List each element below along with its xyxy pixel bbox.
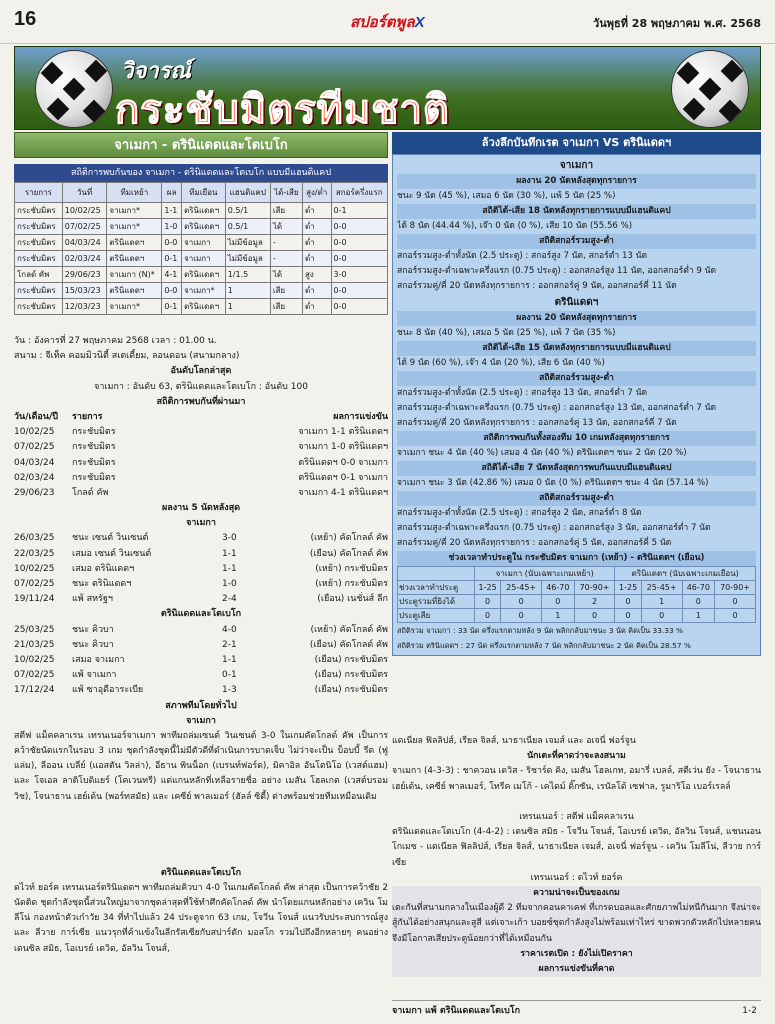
- handicap-h2h-table: [14, 182, 388, 315]
- soccer-ball-icon: [35, 50, 113, 128]
- lineups-section: [392, 734, 761, 977]
- stats-heading: ล้วงลึกบันทึกเรต จาเมกา VS ตรินิแดดฯ: [392, 132, 761, 154]
- table-cell: จาเมกา*: [107, 299, 162, 315]
- table-cell: 12/03/23: [62, 299, 107, 315]
- table-cell: ไม่มีข้อมูล: [225, 235, 270, 251]
- table-cell: ต่ำ: [302, 251, 331, 267]
- table-row: ประตูเสีย 0 0 1 0 0 0 1 0: [398, 609, 756, 623]
- table-cell: กระชับมิตร: [15, 235, 63, 251]
- table-header-cell: ทีมเหย้า: [107, 183, 162, 203]
- table-row: [15, 251, 388, 267]
- ranking-text: จาเมกา : อันดับ 63, ตรินิแดดและโตเบโก : อันดับ 100: [94, 381, 308, 392]
- h2h10-stat: จาเมกา ชนะ 4 นัด (40 %) เสมอ 4 นัด (40 %) ตรินิแดดฯ ชนะ 2 นัด (20 %): [397, 448, 687, 458]
- table-cell: 4-1: [162, 267, 182, 283]
- table-cell: 29/06/23: [62, 267, 107, 283]
- table-header-cell: รายการ: [15, 183, 63, 203]
- table-row: [15, 267, 388, 283]
- form-title: สภาพทีมโดยทั่วไป: [165, 700, 237, 711]
- page-number: 16: [14, 8, 37, 30]
- table-cell: 0-0: [331, 235, 388, 251]
- table-cell: ได้: [270, 219, 302, 235]
- table-header-cell: สูง/ต่ำ: [302, 183, 331, 203]
- table-cell: ตรินิแดดฯ: [182, 203, 226, 219]
- table-cell: ต่ำ: [302, 203, 331, 219]
- predicted-score: 1-2: [742, 1006, 757, 1016]
- table-header-cell: ผล: [162, 183, 182, 203]
- issue-date: วันพุธที่ 28 พฤษภาคม พ.ศ. 2568: [593, 17, 761, 30]
- table-cell: 0-1: [162, 251, 182, 267]
- table-cell: 0-0: [331, 299, 388, 315]
- table-cell: เสีย: [270, 299, 302, 315]
- table-cell: 0-0: [162, 283, 182, 299]
- team1-name: จาเมกา: [186, 518, 216, 529]
- table-cell: โกลด์ คัพ: [15, 267, 63, 283]
- table-row: [15, 235, 388, 251]
- table-cell: 1: [225, 283, 270, 299]
- list-item: 17/12/24 แพ้ ซาอุดีอาระเบีย 1-3 (เยือน) กระชับมิตร: [14, 685, 388, 696]
- lineup-team2: ตรินิแดดและโตเบโก (4-4-2) : เดนซิล สมิธ - โจวีน โจนส์, โอเบรย์ เดวิด, อัลวิน โจนส์, แชนนอน โกเมซ - แดเนียล ฟิลลิปส์, เรียล จิลส์, นาธาเนียล เจมส์, อเจนี่ ฟอร์จูน - เควิน โมลีโน่, ลีวาย การ์เซีย: [392, 827, 761, 868]
- table-cell: 10/02/25: [62, 203, 107, 219]
- prediction-heading: ผลการแข่งขันที่คาด: [538, 963, 615, 974]
- list-item: 10/02/25 เสมอ จาเมกา 1-1 (เยือน) กระชับมิตร: [14, 654, 388, 665]
- form-team2: ตรินิแดดและโตเบโก: [160, 867, 242, 878]
- table-cell: 07/02/25: [62, 219, 107, 235]
- table-cell: 0.5/1: [225, 203, 270, 219]
- stats-panel: จาเมกา ผลงาน 20 นัดหลังสุดทุกรายการ ชนะ 9 นัด (45 %), เสมอ 6 นัด (30 %), แพ้ 5 นัด (25 %) สถิติได้-เสีย 18 นัดหลังทุกรายการแบบมีแฮนดิแคป ได้ 8 นัด (44.44 %), เจ๊า 0 นัด (0 %), เสีย 10 นัด (55.56 %) สถิติสกอร์รวมสูง-ต่ำ สกอร์รวมสูง-ต่ำทั้งนัด (2.5 ประตู) : สกอร์สูง 7 นัด, สกอร์ต่ำ 13 นัด สกอร์รวมสูง-ต่ำเฉพาะครึ่งแรก (0.75 ประตู) : ออกสกอร์สูง 11 นัด, ออกสกอร์ต่ำ 9 นัด สกอร์รวมคู่/คี่ 20 นัดหลังทุกรายการ : ออกสกอร์คู่ 9 นัด, ออกสกอร์คี่ 11 นัด ตรินิแดดฯ ผลงาน 20 นัดหลังสุดทุกรายการ ชนะ 8 นัด (40 %), เสมอ 5 นัด (25 %), แพ้ 7 นัด (35 %) สถิติได้-เสีย 15 นัดหลังทุกรายการแบบมีแฮนดิแคป ได้ 9 นัด (60 %), เจ๊า 4 นัด (20 %), เสีย 6 นัด (40 %) สถิติสกอร์รวมสูง-ต่ำ สกอร์รวมสูง-ต่ำทั้งนัด (2.5 ประตู) : สกอร์สูง 13 นัด, สกอร์ต่ำ 7 นัด สกอร์รวมสูง-ต่ำเฉพาะครึ่งแรก (0.75 ประตู) : ออกสกอร์สูง 13 นัด, ออกสกอร์ต่ำ 7 นัด สกอร์รวมคู่/คี่ 20 นัดหลังทุกรายการ : ออกสกอร์คู่ 13 นัด, ออกสกอร์คี่ 7 นัด สถิติการพบกันทั้งสองทีม 10 เกมหลังสุดทุกรายการ จาเมกา ชนะ 4 นัด (40 %) เสมอ 4 นัด (40 %) ตรินิแดดฯ ชนะ 2 นัด (20 %) สถิติได้-เสีย 7 นัดหลังสุดการพบกันแบบมีแฮนดิแคป จาเมกา ชนะ 3 นัด (42.86 %) เสมอ 0 นัด (0 %) ตรินิแดดฯ ชนะ 4 นัด (57.14 %) สถิติสกอร์รวมสูง-ต่ำ สกอร์รวมสูง-ต่ำทั้งนัด (2.5 ประตู) : สกอร์สูง 2 นัด, สกอร์ต่ำ 8 นัด สกอร์รวมสูง-ต่ำเฉพาะครึ่งแรก (0.75 ประตู) : ออกสกอร์สูง 3 นัด, ออกสกอร์ต่ำ 7 นัด สกอร์รวมคู่/คี่ 20 นัดหลังทุกรายการ : ออกสกอร์คู่ 5 นัด, ออกสกอร์คี่ 5 นัด ช่วงเวลาทำประตูใน กระชับมิตร จาเมกา (เหย้า) - ตรินิแดดฯ (เยือน) จาเมกา (นับเฉพาะเกมเหย้า) ตรินิแดดฯ (นับเฉพาะเกมเยือน) ช่วงเวลาทำประตู 1-25 25-45+ 46-70 70-90+ 1-25 25-45+ 46-70 70-90+ ประตูรวมที่ยิงได้ 0 0 0 2 0 1 0 0 ประตูเสีย 0 0 1 0 0 0 1 0 สถิติรวม จาเมกา : 33 นัด ครึ่งแรกตามหลัง 9 นัด พลิกกลับมาชนะ 3 นัด คิดเป็น 33.33 % สถิติรวม ตรินิแดดฯ : 27 นัด ครึ่งแรกตามหลัง 7 นัด พลิกกลับมาชนะ 2 นัด คิดเป็น 28.57 %: [392, 154, 761, 656]
- h2h-table-title: สถิติการพบกันของ จาเมกา - ตรินิแดดและโตเบโก แบบมีแฮนดิแคป: [14, 164, 388, 182]
- table-cell: 0-1: [331, 203, 388, 219]
- table-cell: 1: [225, 299, 270, 315]
- table-header-cell: ทีมเยือน: [182, 183, 226, 203]
- outlook-text: เตะกันที่สนามกลางในเมืองผู้ดี 2 ทีมจากคอนคาเคฟ ที่เกรดบอลและศักยภาพไม่หนีกันมาก จึงน่าจะสู้กันได้อย่างสนุกและสูสี แต่เจาะเก้า บอยซ์ชุดกำลังสูงไม่พร้อมเท่าไหร่ ขาดพวกตัวหลักไปหลายคน จึงมีโอกาสเสียประตูน้อยกว่าที่ได้เหมือนกัน: [392, 903, 761, 944]
- left-column: [14, 132, 388, 315]
- list-item: 29/06/23 โกลด์ คัพ จาเมกา 4-1 ตรินิแดดฯ: [14, 487, 388, 498]
- table-cell: 1-1: [162, 203, 182, 219]
- t1-handicap: ได้ 8 นัด (44.44 %), เจ๊า 0 นัด (0 %), เสีย 10 นัด (55.56 %): [397, 221, 633, 231]
- table-header-cell: วันที่: [62, 183, 107, 203]
- table-cell: ต่ำ: [302, 235, 331, 251]
- table-cell: ต่ำ: [302, 283, 331, 299]
- table-header-cell: สกอร์ครึ่งแรก: [331, 183, 388, 203]
- banner-subtitle: วิจารณ์: [121, 58, 191, 84]
- prediction-result: จาเมกา แพ้ ตรินิแดดและโตเบโก 1-2: [392, 1000, 761, 1020]
- table-cell: เสีย: [270, 283, 302, 299]
- table-cell: กระชับมิตร: [15, 251, 63, 267]
- table-cell: จาเมกา*: [107, 219, 162, 235]
- list-item: 26/03/25 ชนะ เซนต์ วินเซนต์ 3-0 (เหย้า) คัดโกลด์ คัพ: [14, 533, 388, 544]
- table-cell: กระชับมิตร: [15, 299, 63, 315]
- right-column: [392, 132, 761, 656]
- table-cell: ตรินิแดดฯ: [182, 267, 226, 283]
- table-row: [15, 299, 388, 315]
- stats-team2: ตรินิแดดฯ: [554, 297, 599, 308]
- table-row: ช่วงเวลาทำประตู 1-25 25-45+ 46-70 70-90+ 1-25 25-45+ 46-70 70-90+: [398, 581, 756, 595]
- table-cell: 0.5/1: [225, 219, 270, 235]
- banner-title: กระชับมิตรทีมชาติ: [115, 87, 450, 130]
- t1-results: ชนะ 9 นัด (45 %), เสมอ 6 นัด (30 %), แพ้ 5 นัด (25 %): [397, 191, 616, 201]
- table-cell: -: [270, 235, 302, 251]
- match-day: วัน : อังคารที่ 27 พฤษภาคม 2568 เวลา : 01.00 น.: [14, 336, 217, 346]
- coach-team1: เทรนเนอร์ : สตีฟ แม็คคลาเรน: [519, 811, 634, 822]
- t2-results: ชนะ 8 นัด (40 %), เสมอ 5 นัด (25 %), แพ้ 7 นัด (35 %): [397, 328, 616, 338]
- table-row: ประตูรวมที่ยิงได้ 0 0 0 2 0 1 0 0: [398, 595, 756, 609]
- list-item: 07/02/25 แพ้ จาเมกา 0-1 (เยือน) กระชับมิตร: [14, 670, 388, 681]
- table-cell: จาเมกา*: [182, 283, 226, 299]
- list-item: 21/03/25 ชนะ คิวบา 2-1 (เยือน) คัดโกลด์ คัพ: [14, 639, 388, 650]
- table-cell: ตรินิแดดฯ: [182, 219, 226, 235]
- list-item: 04/03/24 กระชับมิตร ตรินิแดดฯ 0-0 จาเมกา: [14, 457, 388, 468]
- h2h-title: สถิติการพบกันที่ผ่านมา: [156, 396, 246, 407]
- list-item: 19/11/24 แพ้ สหรัฐฯ 2-4 (เยือน) เนชั่นส์ ลีก: [14, 594, 388, 605]
- table-cell: ได้: [270, 267, 302, 283]
- brand-logo: สปอร์ตพูลX: [350, 14, 425, 31]
- list-item: 07/02/25 ชนะ ตรินิแดดฯ 1-0 (เหย้า) กระชับมิตร: [14, 579, 388, 589]
- h2h-header: วัน/เดือน/ปี รายการ ผลการแข่งขัน: [14, 411, 388, 422]
- table-cell: จาเมกา: [182, 235, 226, 251]
- list-item: 10/02/25 เสมอ ตรินิแดดฯ 1-1 (เหย้า) กระชับมิตร: [14, 563, 388, 574]
- goal-timing-table: จาเมกา (นับเฉพาะเกมเหย้า) ตรินิแดดฯ (นับเฉพาะเกมเยือน) ช่วงเวลาทำประตู 1-25 25-45+ 46-70 70-90+ 1-25 25-45+ 46-70 70-90+ ประตูรวมที่ยิงได้ 0 0 0 2 0 1 0 0 ประตูเสีย 0 0 1 0 0 0 1 0: [397, 566, 756, 623]
- continued-text: แดเนียล ฟิลลิปส์, เรียล จิลส์, นาธาเนียล เจมส์ และ อเจนี่ ฟอร์จูน: [392, 736, 636, 746]
- table-header-cell: ได้-เสีย: [270, 183, 302, 203]
- table-cell: จาเมกา: [182, 251, 226, 267]
- table-cell: 02/03/24: [62, 251, 107, 267]
- table-cell: จาเมกา (N)*: [107, 267, 162, 283]
- timing-heading: ช่วงเวลาทำประตูใน กระชับมิตร จาเมกา (เหย้า) - ตรินิแดดฯ (เยือน): [397, 551, 756, 566]
- table-cell: ไม่มีข้อมูล: [225, 251, 270, 267]
- table-cell: ตรินิแดดฯ: [182, 299, 226, 315]
- table-row: [15, 203, 388, 219]
- timing-note1: สถิติรวม จาเมกา : 33 นัด ครึ่งแรกตามหลัง 9 นัด พลิกกลับมาชนะ 3 นัด คิดเป็น 33.33 %: [397, 626, 684, 635]
- h2h7-stat: จาเมกา ชนะ 3 นัด (42.86 %) เสมอ 0 นัด (0 %) ตรินิแดดฯ ชนะ 4 นัด (57.14 %): [397, 478, 709, 488]
- match-heading: จาเมกา - ตรินิแดดและโตเบโก: [14, 132, 388, 158]
- list-item: 25/03/25 ชนะ คิวบา 4-0 (เหย้า) คัดโกลด์ คัพ: [14, 624, 388, 635]
- list-item: 02/03/24 กระชับมิตร ตรินิแดดฯ 0-1 จาเมกา: [14, 472, 388, 483]
- table-header-cell: แฮนดิแคป: [225, 183, 270, 203]
- table-cell: -: [270, 251, 302, 267]
- coach-team2: เทรนเนอร์ : ดไวท์ ยอร์ค: [530, 872, 623, 883]
- form-team2-text: ดไวท์ ยอร์ค เทรนเนอร์ตรินิแดดฯ พาทีมถล่มคิวบา 4-0 ในเกมคัดโกลด์ คัพ ล่าสุด เป็นการคว้าชัย 2 นัดติด ชุดกำลังชุดนี้ส่วนใหญ่มาจากชุดล่าสุดที่ใช้ทำศึกคัดโกลด์ คัพ นำโดยแกนหลักอย่าง เควิน โมลีโน่ กองหน้าตัวเก๋าวัย 34 ที่ทำไปแล้ว 24 ประตูจาก 63 เกม, โจวีน โจนส์ แนวรับประสบการณ์สูง และ ลีวาย การ์เซีย แนวรุกที่ค้าแข้งในลีกรัสเซียกับสปาร์ตัก มอสโก รวมไปถึงอีกหลายๆ คนอย่าง เดนซิล สมิธ, โอเบรย์ เดวิด, อัลวิน โจนส์,: [14, 882, 388, 954]
- table-cell: 0-0: [162, 235, 182, 251]
- table-cell: 04/03/24: [62, 235, 107, 251]
- table-cell: 0-0: [331, 219, 388, 235]
- last5-title: ผลงาน 5 นัดหลังสุด: [161, 503, 241, 514]
- form-team1: จาเมกา: [186, 715, 216, 726]
- table-cell: เสีย: [270, 203, 302, 219]
- table-cell: กระชับมิตร: [15, 219, 63, 235]
- lineup-heading: นักเตะที่คาดว่าจะลงสนาม: [527, 751, 626, 762]
- stats-team1: จาเมกา: [559, 160, 594, 171]
- table-row: [15, 283, 388, 299]
- ranking-title: อันดับโลกล่าสุด: [170, 366, 232, 377]
- match-info: [14, 334, 388, 972]
- table-cell: 15/03/23: [62, 283, 107, 299]
- table-cell: 1-0: [162, 219, 182, 235]
- table-cell: กระชับมิตร: [15, 283, 63, 299]
- list-item: 07/02/25 กระชับมิตร จาเมกา 1-0 ตรินิแดดฯ: [14, 442, 388, 453]
- table-cell: ต่ำ: [302, 299, 331, 315]
- table-cell: ตรินิแดดฯ: [107, 235, 162, 251]
- table-row: [15, 219, 388, 235]
- team2-name: ตรินิแดดและโตเบโก: [160, 609, 242, 620]
- soccer-ball-icon: [671, 50, 749, 128]
- table-cell: ตรินิแดดฯ: [107, 251, 162, 267]
- table-cell: 1/1.5: [225, 267, 270, 283]
- table-cell: จาเมกา*: [107, 203, 162, 219]
- title-banner: [14, 46, 761, 130]
- table-cell: ตรินิแดดฯ: [107, 283, 162, 299]
- odds-heading: ราคาเรตเปิด : ยังไม่เปิดราคา: [520, 948, 633, 959]
- outlook-heading: ความน่าจะเป็นของเกม: [533, 887, 620, 898]
- list-item: 22/03/25 เสมอ เซนต์ วินเซนต์ 1-1 (เยือน) คัดโกลด์ คัพ: [14, 548, 388, 559]
- table-cell: 0-0: [331, 251, 388, 267]
- table-cell: ต่ำ: [302, 219, 331, 235]
- list-item: 10/02/25 กระชับมิตร จาเมกา 1-1 ตรินิแดดฯ: [14, 427, 388, 438]
- table-cell: สูง: [302, 267, 331, 283]
- table-cell: 0-1: [162, 299, 182, 315]
- t2-handicap: ได้ 9 นัด (60 %), เจ๊า 4 นัด (20 %), เสีย 6 นัด (40 %): [397, 358, 605, 368]
- page-header: [0, 0, 775, 44]
- table-cell: กระชับมิตร: [15, 203, 63, 219]
- lineup-team1: จาเมกา (4-3-3) : ชาควอน เดวิส - ริชาร์ด คิง, เมสัน โฮลเกท, อมารี่ เบลล์, สตีเว่น ยัง - โจนาธาน เฮย์เด้น, เคซีย์ พาลเมอร์, โทรีค เมโก้ - เคไดม์ ดิ๊กซัน, เรนัลโด้ เซฟาล, รูมาริโอ เบอร์เรลล์: [392, 766, 761, 792]
- table-cell: 3-0: [331, 267, 388, 283]
- timing-note2: สถิติรวม ตรินิแดดฯ : 27 นัด ครึ่งแรกตามหลัง 7 นัด พลิกกลับมาชนะ 2 นัด คิดเป็น 28.57 %: [397, 641, 691, 650]
- table-cell: 0-0: [331, 283, 388, 299]
- form-team1-text: สตีฟ แม็คคลาเรน เทรนเนอร์จาเมกา พาทีมถล่มเซนต์ วินเซนต์ 3-0 ในเกมคัดโกลด์ คัพ เป็นการคว้าชัยนัดแรกในรอบ 3 เกม ชุดกำลังชุดนี้ไม่มีตัวดีที่ดำเนินการบาดเจ็บ ไม่ว่าจะเป็น บ็อบบี้ รีด (ฟูแล่ม), ลีออน เบลีย์ (แอสตัน วิลล่า), อีธาน พินน็อก (เบรนท์ฟอร์ด), มิคาอิล อันโตนิโอ (เวสต์แฮม) และ โจเอล ลาติโบดิแยร์ (โคเวนทรี) แต่แกนหลักที่เหลือรายชื่อ อย่าง เมสัน โฮลเกต (เวสต์บรอมวิช), โจนาธาน เฮย์เด้น (พอร์ทสมัธ) และ เคซีย์ พาลเมอร์ (ฮัลล์ ซิตี้) ต่างพร้อมช่วยทีมเหมือนเดิม: [14, 730, 388, 802]
- match-venue: สนาม : จีเท็ค คอมมิวนิตี้ สเตเดี้ยม, ลอนดอน (สนามกลาง): [14, 351, 240, 362]
